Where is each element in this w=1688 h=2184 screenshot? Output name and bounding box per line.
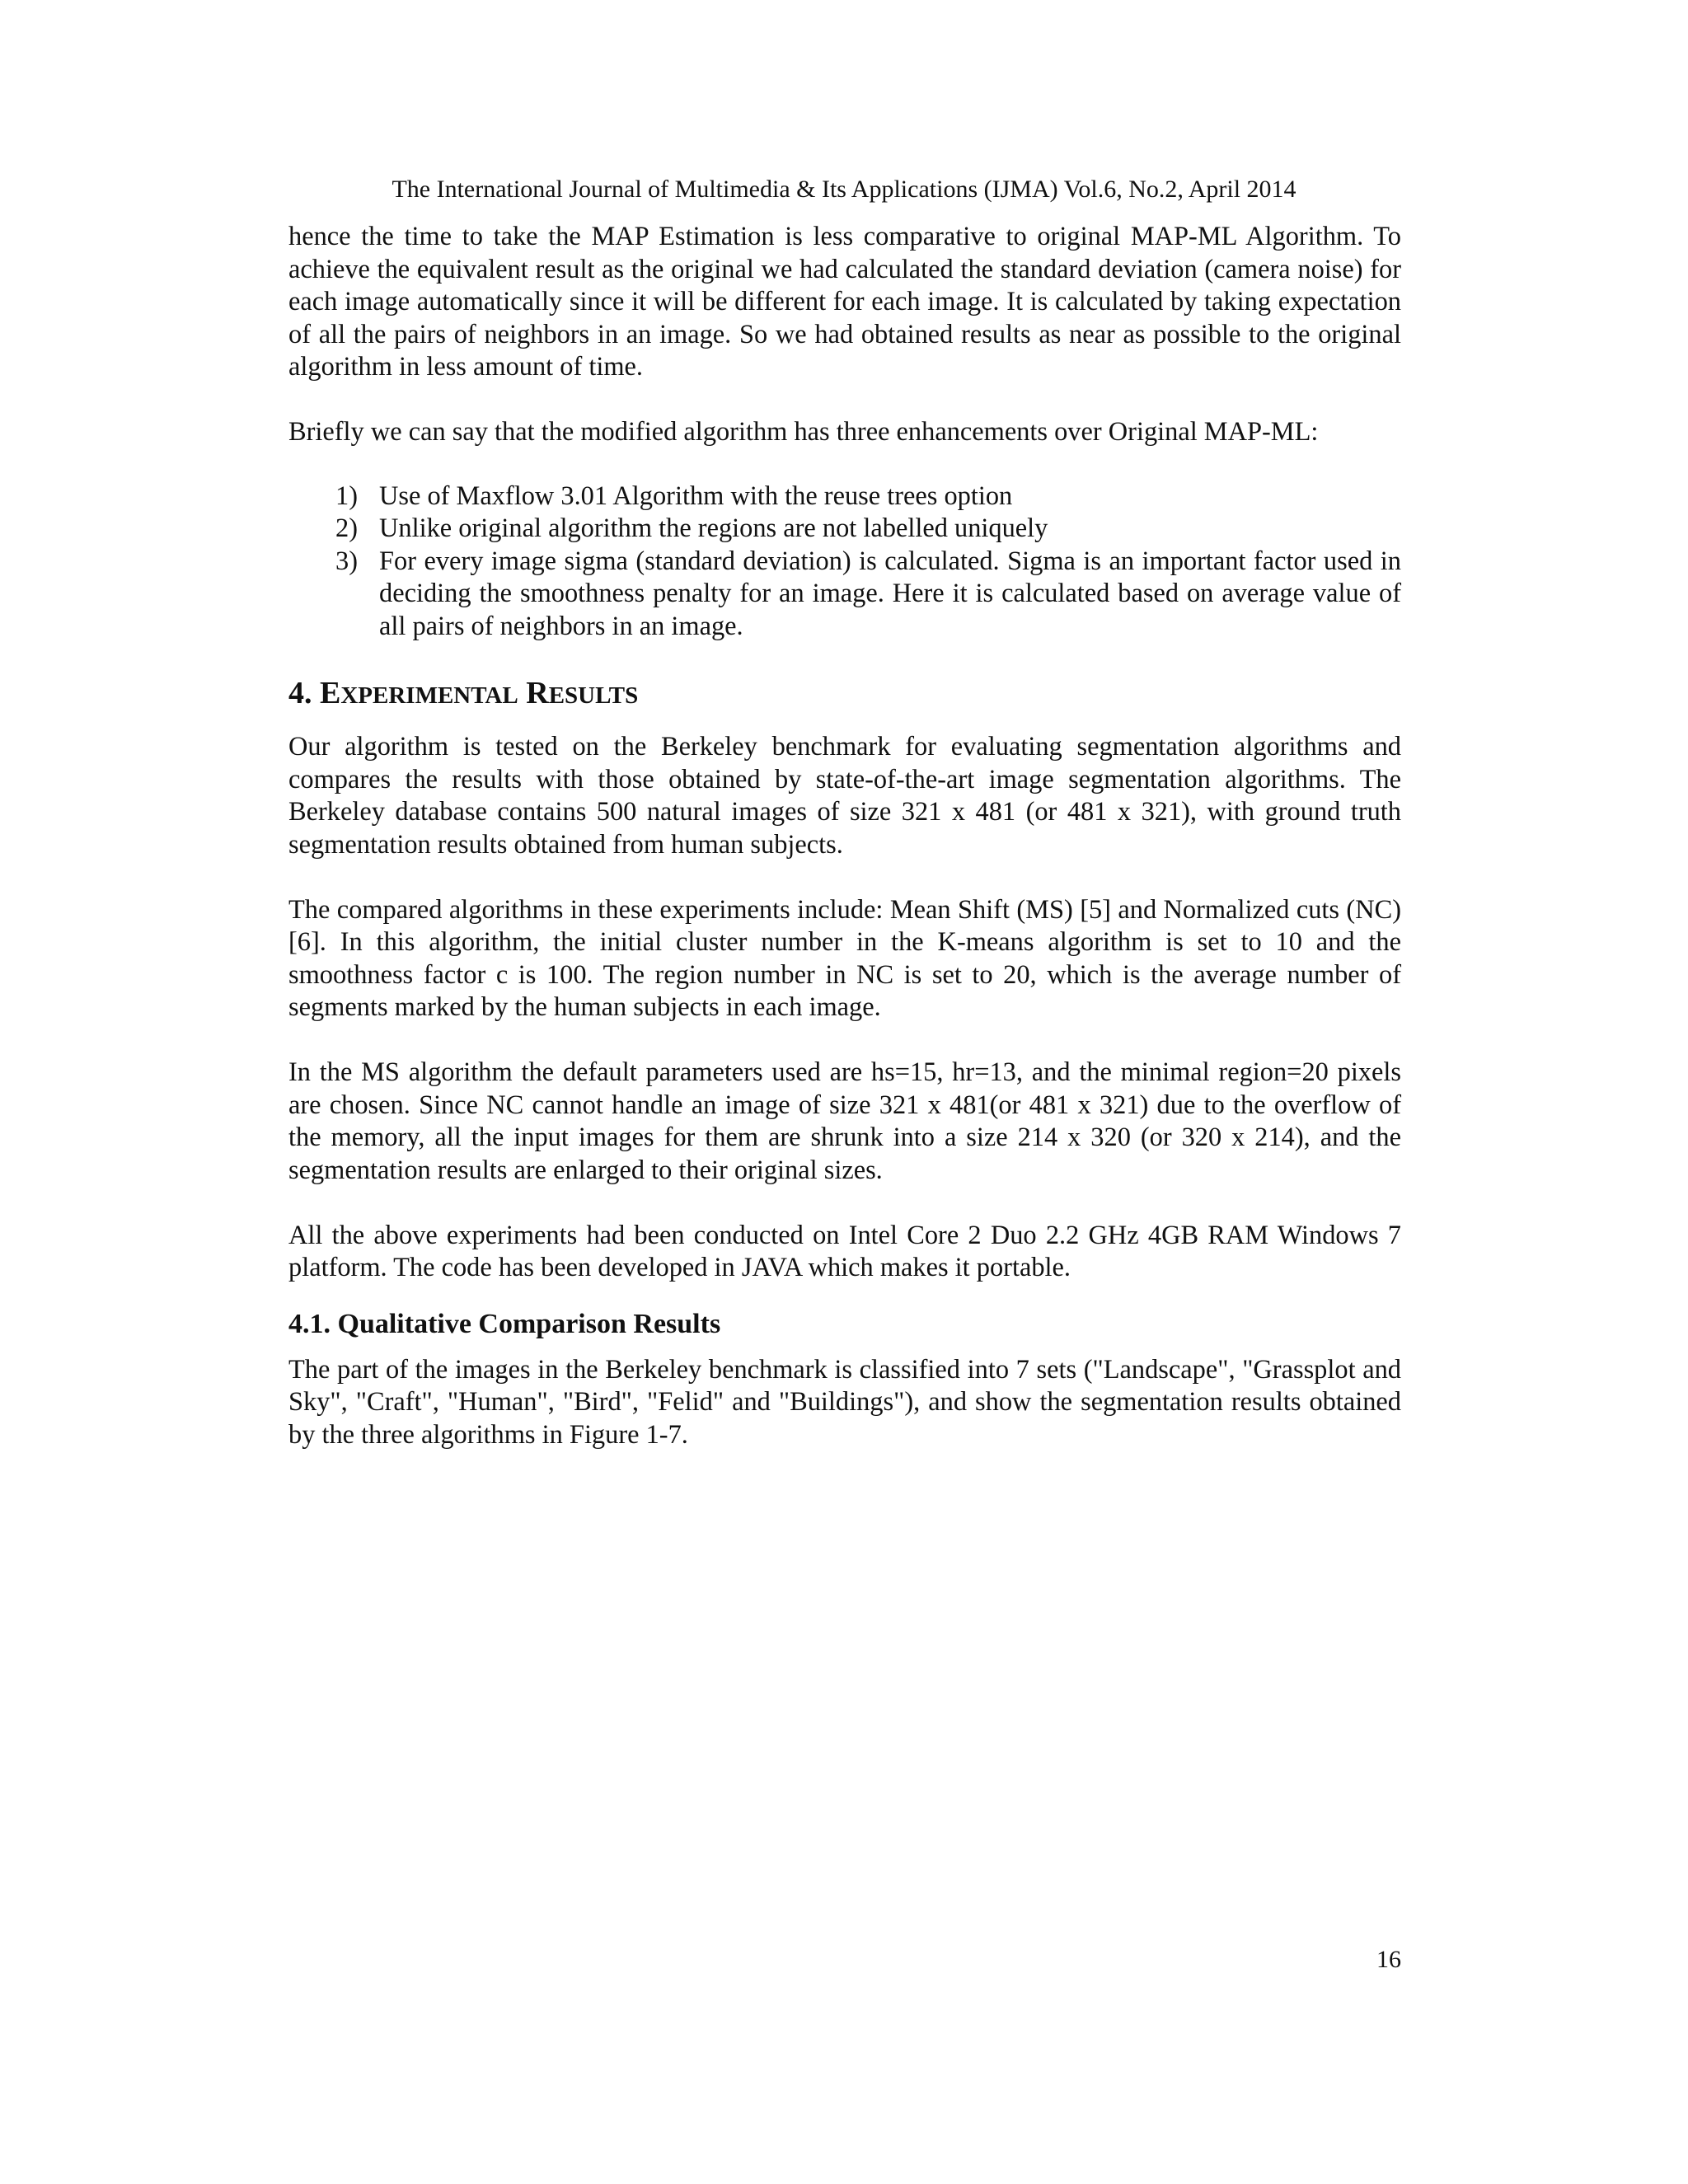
enhancements-list (288, 480, 1401, 644)
body-content (288, 221, 1401, 1484)
list-item-text: For every image sigma (standard deviation) is calculated. Sigma is an important factor used in deciding the smoothness penalty for an image. Here it is calculated based on average value of all pairs of neighbors in an image. (379, 546, 1401, 641)
list-item-number: 2) (335, 513, 358, 543)
subsection-heading-qualitative: 4.1. Qualitative Comparison Results (288, 1308, 721, 1339)
section4-1-paragraph: The part of the images in the Berkeley benchmark is classified into 7 sets ("Landscape", "Grassplot and Sky", "Craft", "Human", "Bird", "Felid" and "Buildings"), and show the segmentation results obtained by the three algorithms in Figure 1-7. (288, 1354, 1401, 1450)
list-item-number: 1) (335, 480, 358, 511)
list-item-text: Use of Maxflow 3.01 Algorithm with the reuse trees option (379, 480, 1013, 511)
list-item-number: 3) (335, 546, 358, 576)
intro-paragraph: hence the time to take the MAP Estimation is less comparative to original MAP-ML Algorithm. To achieve the equivalent result as the original we had calculated the standard deviation (camera noise) for each image automatically since it will be different for each image. It is calculated by taking expectation of all the pairs of neighbors in an image. So we had obtained results as near as possible to the original algorithm in less amount of time. (288, 222, 1401, 382)
section4-paragraph-ms-parameters: In the MS algorithm the default parameters used are hs=15, hr=13, and the minimal region=20 pixels are chosen. Since NC cannot handle an image of size 321 x 481(or 481 x 321) due to the overflow of the memory, all the input images for them are shrunk into a size 214 x 320 (or 320 x 214), and the segmentation results are enlarged to their original sizes. (288, 1057, 1401, 1185)
section4-paragraph-benchmark: Our algorithm is tested on the Berkeley benchmark for evaluating segmentation algorithms and compares the results with those obtained by state-of-the-art image segmentation algorithms. The Berkeley database contains 500 natural images of size 321 x 481 (or 481 x 321), with ground truth segmentation results obtained from human subjects. (288, 732, 1401, 860)
section-title-r-rest: ESULTS (548, 682, 639, 709)
section-number: 4. (288, 676, 312, 710)
list-item (288, 480, 1401, 513)
section4-paragraph-platform: All the above experiments had been conducted on Intel Core 2 Duo 2.2 GHz 4GB RAM Windows 7 platform. The code has been developed in JAVA which makes it portable. (288, 1220, 1401, 1282)
list-item-text: Unlike original algorithm the regions are not labelled uniquely (379, 513, 1048, 543)
section-title-e-cap: E (320, 676, 341, 710)
running-header: The International Journal of Multimedia & Its Applications (IJMA) Vol.6, No.2, April 2014 (392, 176, 1296, 203)
section-title-r-cap: R (526, 676, 549, 710)
section-heading-experimental-results (288, 674, 1401, 715)
section4-paragraph-compared-algorithms: The compared algorithms in these experiments include: Mean Shift (MS) [5] and Normalized cuts (NC) [6]. In this algorithm, the initial cluster number in the K-means algorithm is set to 10 and the smoothness factor c is 100. The region number in NC is set to 20, which is the average number of segments marked by the human subjects in each image. (288, 894, 1401, 1022)
section-title-e-rest: XPERIMENTAL (340, 682, 518, 709)
enhancements-intro: Briefly we can say that the modified algorithm has three enhancements over Original MAP-ML: (288, 417, 1319, 447)
page-number: 16 (1376, 1946, 1401, 1973)
list-item (288, 546, 1401, 644)
list-item (288, 513, 1401, 546)
